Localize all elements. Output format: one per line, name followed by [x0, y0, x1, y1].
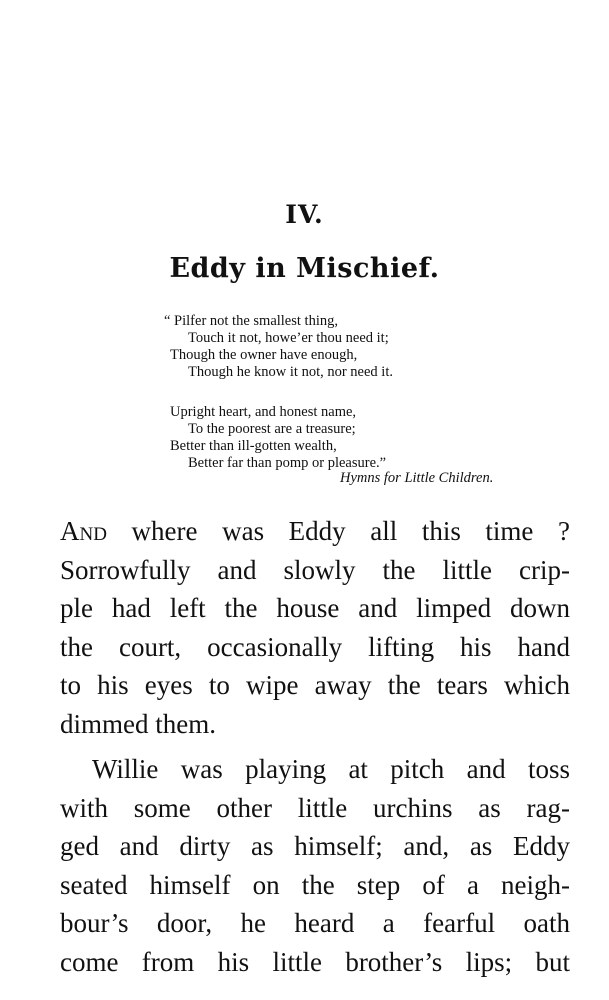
poem-line: Upright heart, and honest name,	[170, 404, 357, 420]
chapter-title: Eddy in Mischief.	[169, 253, 440, 284]
text-line: ple had left the house and limped down	[60, 593, 570, 623]
text-line: Willie was playing at pitch and toss	[92, 754, 570, 784]
paragraph	[60, 750, 570, 981]
epigraph-poem	[164, 313, 570, 495]
text-line: to his eyes to wipe away the tears which	[60, 670, 570, 700]
text-line: ged and dirty as himself; and, as Eddy	[60, 831, 570, 861]
poem-line: Touch it not, howe’er thou need it;	[188, 330, 389, 346]
body-text	[60, 512, 570, 981]
poem-line: Though the owner have enough,	[170, 347, 358, 363]
poem-stanza	[170, 404, 570, 472]
drop-word: And	[60, 516, 107, 546]
poem-line: Better than ill-gotten wealth,	[170, 438, 337, 454]
poem-line: Though he know it not, nor need it.	[188, 364, 393, 380]
text-line: bour’s door, he heard a fearful oath	[60, 908, 570, 938]
epigraph-attribution: Hymns for Little Children.	[340, 470, 494, 486]
text-line: come from his little brother’s lips; but	[60, 946, 570, 977]
chapter-number: IV.	[285, 200, 324, 229]
text-line-rest: where was Eddy all this time ?	[106, 516, 570, 546]
poem-line: To the poorest are a treasure;	[188, 421, 356, 437]
poem-line: “ Pilfer not the smallest thing,	[164, 313, 338, 329]
text-line: the court, occasionally lifting his hand	[60, 631, 570, 662]
poem-stanza	[164, 313, 570, 381]
text-line: dimmed them.	[60, 708, 216, 739]
text-line	[60, 512, 570, 551]
text-line: Sorrowfully and slowly the little crip-	[60, 554, 570, 585]
poem-line: Better far than pomp or pleasure.”	[188, 455, 387, 471]
text-line: seated himself on the step of a neigh-	[60, 869, 570, 900]
text-line: with some other little urchins as rag-	[60, 792, 570, 823]
paragraph	[60, 512, 570, 743]
